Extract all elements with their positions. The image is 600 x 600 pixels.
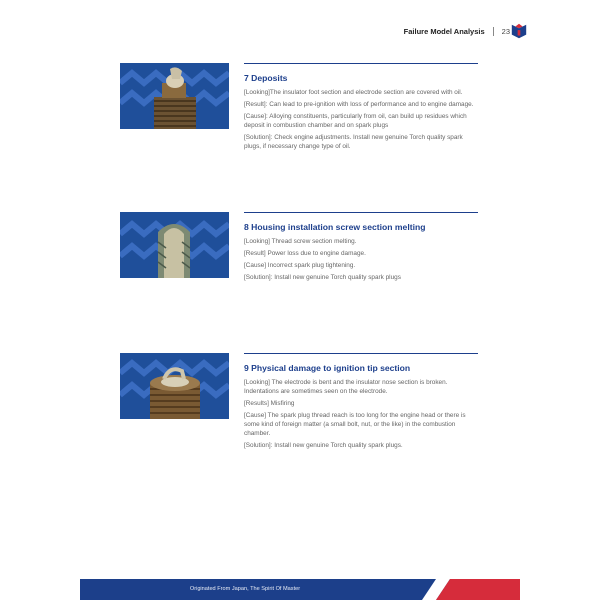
cause-text: [Cause]: Alloying constituents, particularly from oil, can build up residues which deposit in combustion chamber and on spark plugs: [244, 113, 467, 129]
looking-text: [Looking] The electrode is bent and the insulator nose section is broken. Indentations are sometimes seen on the electrode.: [244, 379, 448, 395]
result-text: [Result] Power loss due to engine damage.: [244, 250, 366, 257]
section-heading: 9 Physical damage to ignition tip section: [244, 363, 411, 373]
header-divider: [493, 27, 494, 36]
looking-text: [Looking] Thread screw section melting.: [244, 238, 357, 245]
footer-stripe-decoration: [410, 579, 520, 600]
section-heading: 7 Deposits: [244, 73, 288, 83]
page-header: [404, 22, 510, 40]
looking-text: [Looking]The insulator foot section and electrode section are covered with oil.: [244, 89, 463, 96]
result-text: [Result]: Can lead to pre-ignition with loss of performance and to engine damage.: [244, 101, 474, 108]
page-footer: [80, 579, 520, 600]
section-heading: 8 Housing installation screw section melting: [244, 222, 426, 232]
section-deposits: [120, 63, 478, 183]
section-divider: [244, 63, 478, 64]
spark-plug-photo-screw-melting: [120, 212, 229, 278]
section-physical-damage: [120, 353, 478, 473]
cause-text: [Cause] Incorrect spark plug tightening.: [244, 262, 356, 269]
result-text: [Results] Misfiring: [244, 400, 295, 407]
solution-text: [Solution]: Install new genuine Torch quality spark plugs: [244, 274, 401, 281]
torch-logo-icon: [510, 22, 528, 40]
section-divider: [244, 212, 478, 213]
footer-slogan: Originated From Japan, The Spirit Of Master: [189, 586, 301, 592]
solution-text: [Solution]: Check engine adjustments. Install new genuine Torch quality spark plugs, if necessary change type of oil.: [244, 134, 463, 150]
page-number: 23: [501, 26, 510, 36]
spark-plug-photo-deposits: [120, 63, 229, 129]
spark-plug-photo-physical-damage: [120, 353, 229, 419]
section-divider: [244, 353, 478, 354]
section-screw-melting: [120, 212, 478, 312]
cause-text: [Cause] The spark plug thread reach is too long for the engine head or there is some kind of foreign matter (a small bolt, nut, or the like) in the combustion chamber.: [244, 412, 466, 437]
solution-text: [Solution]: Install new genuine Torch quality spark plugs.: [244, 442, 403, 449]
header-title: Failure Model Analysis: [403, 26, 485, 36]
